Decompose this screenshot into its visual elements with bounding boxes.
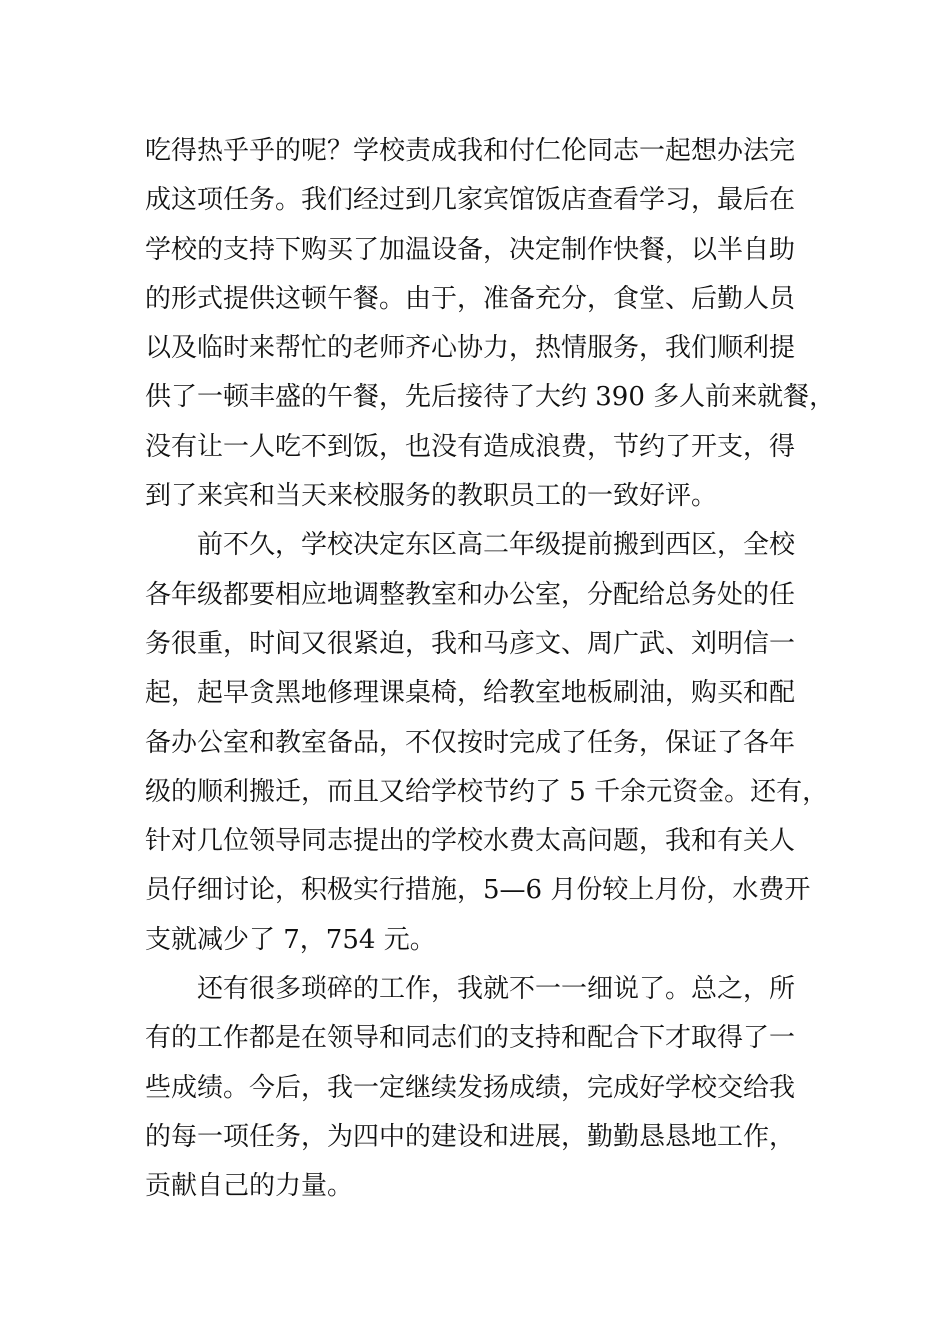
- text-line: 有的工作都是在领导和同志们的支持和配合下才取得了一: [145, 1023, 796, 1054]
- text-line: 贡献自己的力量。: [145, 1171, 354, 1202]
- text-line: 备办公室和教室备品，不仅按时完成了任务，保证了各年: [145, 727, 796, 758]
- text-line: 针对几位领导同志提出的学校水费太高问题，我和有关人: [145, 826, 796, 857]
- text-line: 各年级都要相应地调整教室和办公室，分配给总务处的任: [145, 579, 796, 610]
- text-line: 以及临时来帮忙的老师齐心协力，热情服务，我们顺利提: [145, 333, 796, 364]
- text-line: 的形式提供这顿午餐。由于，准备充分，食堂、后勤人员: [145, 283, 796, 314]
- text-line: 员仔细讨论，积极实行措施，5—6 月份较上月份，水费开: [145, 875, 811, 906]
- text-line: 还有很多琐碎的工作，我就不一一细说了。总之，所: [145, 974, 796, 1005]
- text-line: 到了来宾和当天来校服务的教职员工的一致好评。: [145, 481, 718, 512]
- text-line: 级的顺利搬迁，而且又给学校节约了 5 千余元资金。还有，: [145, 776, 829, 807]
- paragraph: [145, 521, 829, 965]
- text-line: 些成绩。今后，我一定继续发扬成绩，完成好学校交给我: [145, 1072, 796, 1103]
- text-line: 前不久，学校决定东区高二年级提前搬到西区，全校: [145, 530, 796, 561]
- text-line: 吃得热乎乎的呢？学校责成我和付仁伦同志一起想办法完: [145, 136, 796, 166]
- text-line: 务很重，时间又很紧迫，我和马彦文、周广武、刘明信一: [145, 628, 796, 659]
- text-line: 起，起早贪黑地修理课桌椅，给教室地板刷油，购买和配: [145, 678, 796, 709]
- text-line: 成这项任务。我们经过到几家宾馆饭店查看学习，最后在: [145, 185, 796, 216]
- paragraph: [145, 127, 836, 521]
- text-line: 没有让一人吃不到饭，也没有造成浪费，节约了开支，得: [145, 431, 796, 462]
- text-line: 的每一项任务，为四中的建设和进展，勤勤恳恳地工作，: [145, 1121, 796, 1152]
- body-text: [145, 127, 836, 1212]
- text-line: 学校的支持下购买了加温设备，决定制作快餐，以半自助: [145, 234, 796, 265]
- text-line: 支就减少了 7，754 元。: [145, 924, 436, 955]
- paragraph: [145, 965, 810, 1211]
- text-line: 供了一顿丰盛的午餐，先后接待了大约 390 多人前来就餐，: [145, 382, 836, 413]
